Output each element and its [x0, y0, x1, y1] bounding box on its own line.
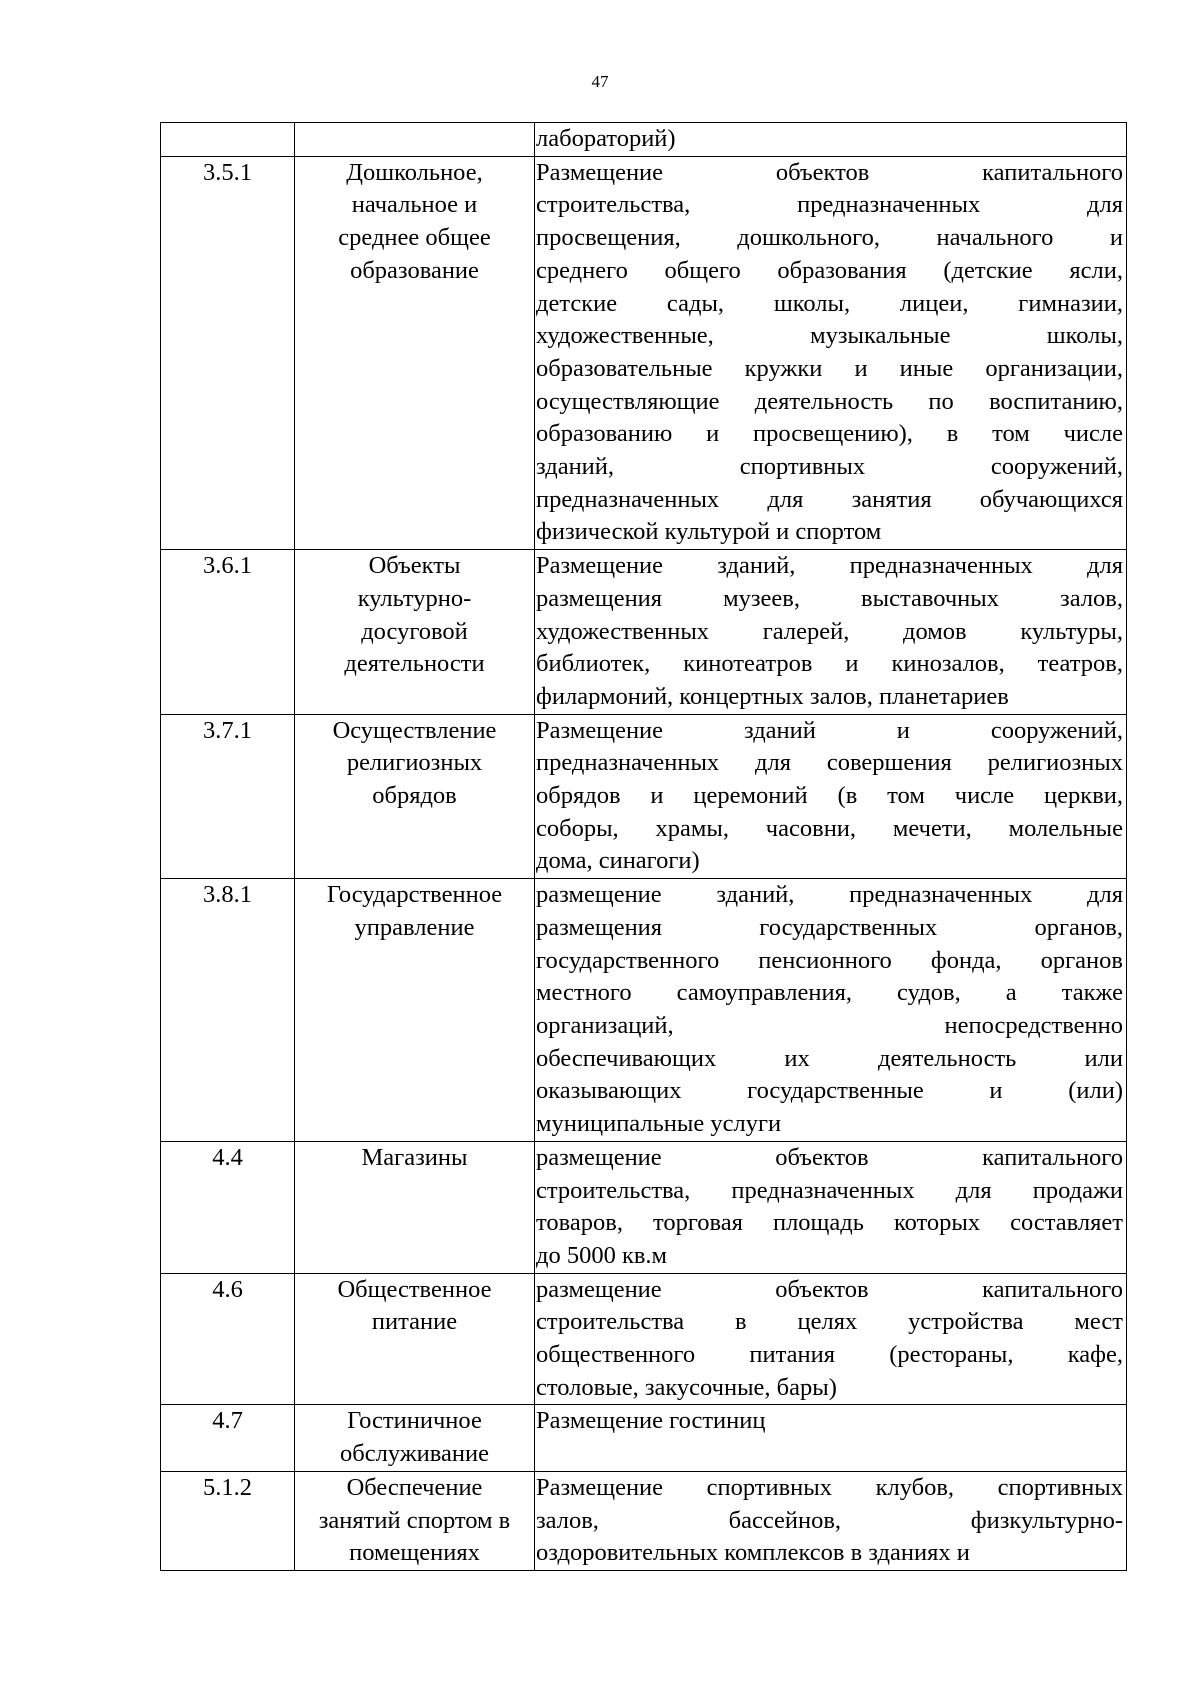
name-line: Общественное — [337, 1275, 492, 1303]
name-cell — [295, 550, 535, 715]
description-line: товаров, торговая площадь которых составляет — [536, 1209, 1123, 1237]
description-line: художественных галерей, домов культуры, — [536, 617, 1123, 645]
name-line: управление — [354, 913, 475, 941]
description-line: обеспечивающих их деятельность или — [536, 1044, 1123, 1072]
code-text: 3.5.1 — [203, 158, 252, 186]
name-line: обрядов — [372, 782, 457, 810]
name-line: Государственное — [326, 881, 503, 909]
table-row — [161, 1405, 1127, 1471]
code-cell — [161, 714, 295, 879]
code-text: 3.7.1 — [203, 716, 252, 744]
name-cell — [295, 1405, 535, 1471]
table-row — [161, 714, 1127, 879]
name-line: Осуществление — [332, 716, 497, 744]
description-cell — [535, 879, 1127, 1142]
table-row — [161, 550, 1127, 715]
table-row — [161, 1471, 1127, 1570]
page-number: 47 — [591, 72, 609, 91]
name-line: обслуживание — [340, 1440, 489, 1468]
code-text: 3.8.1 — [203, 881, 252, 909]
description-cell — [535, 123, 1127, 157]
description-line: размещение объектов капитального — [536, 1143, 1123, 1171]
name-line: Объекты — [368, 552, 461, 580]
description-cell — [535, 156, 1127, 549]
description-line: лабораторий) — [536, 125, 676, 152]
description-line: физической культурой и спортом — [536, 518, 882, 546]
code-cell — [161, 1141, 295, 1273]
description-line: столовые, закусочные, бары) — [536, 1373, 837, 1401]
description-line: оказывающих государственные и (или) — [536, 1077, 1123, 1105]
table-row — [161, 123, 1127, 157]
description-cell — [535, 1273, 1127, 1405]
code-cell — [161, 156, 295, 549]
description-line: строительства, предназначенных для — [536, 191, 1123, 219]
description-line: просвещения, дошкольного, начального и — [536, 224, 1123, 252]
description-line: местного самоуправления, судов, а также — [536, 979, 1123, 1007]
table-row — [161, 1141, 1127, 1273]
code-text: 4.6 — [212, 1275, 243, 1303]
name-line: питание — [371, 1308, 458, 1336]
description-line: образовательные кружки и иные организации, — [536, 354, 1123, 382]
description-line: размещение зданий, предназначенных для — [536, 881, 1123, 909]
description-line: залов, бассейнов, физкультурно- — [536, 1506, 1123, 1534]
description-line: организаций, непосредственно — [536, 1011, 1123, 1039]
table-row — [161, 156, 1127, 549]
description-line: дома, синагоги) — [536, 847, 700, 875]
description-line: образованию и просвещению), в том числе — [536, 420, 1123, 448]
description-line: предназначенных для совершения религиозных — [536, 749, 1123, 777]
name-line: Магазины — [361, 1143, 468, 1171]
code-cell — [161, 123, 295, 157]
name-cell — [295, 1471, 535, 1570]
description-cell — [535, 714, 1127, 879]
name-line: деятельности — [344, 650, 485, 678]
code-cell — [161, 550, 295, 715]
description-line: общественного питания (рестораны, кафе, — [536, 1341, 1123, 1369]
code-text: 4.7 — [212, 1407, 243, 1435]
name-cell — [295, 714, 535, 879]
name-line: Гостиничное — [347, 1407, 482, 1435]
name-cell — [295, 123, 535, 157]
name-line: Обеспечение — [346, 1473, 483, 1501]
name-line: начальное и — [351, 191, 478, 219]
description-line: библиотек, кинотеатров и кинозалов, театров, — [536, 650, 1123, 678]
code-text: 4.4 — [212, 1143, 243, 1171]
description-line: детские сады, школы, лицеи, гимназии, — [536, 289, 1123, 317]
description-cell — [535, 1405, 1127, 1471]
description-line: Размещение гостиниц — [536, 1407, 766, 1435]
name-cell — [295, 879, 535, 1142]
description-line: Размещение зданий, предназначенных для — [536, 552, 1123, 580]
description-line: муниципальные услуги — [536, 1110, 782, 1138]
description-line: размещения музеев, выставочных залов, — [536, 584, 1123, 612]
code-cell — [161, 1405, 295, 1471]
name-cell — [295, 156, 535, 549]
land-use-table — [160, 122, 1127, 1571]
description-cell — [535, 1471, 1127, 1570]
description-line: предназначенных для занятия обучающихся — [536, 485, 1123, 513]
name-line: среднее общее — [338, 224, 491, 252]
name-line: досуговой — [361, 617, 468, 645]
name-line: Дошкольное, — [346, 158, 483, 186]
name-cell — [295, 1141, 535, 1273]
code-cell — [161, 1471, 295, 1570]
description-line: среднего общего образования (детские ясли, — [536, 256, 1123, 284]
description-cell — [535, 550, 1127, 715]
description-line: обрядов и церемоний (в том числе церкви, — [536, 782, 1123, 810]
name-cell — [295, 1273, 535, 1405]
table-row — [161, 1273, 1127, 1405]
code-cell — [161, 1273, 295, 1405]
description-line: осуществляющие деятельность по воспитанию, — [536, 387, 1123, 415]
code-text: 3.6.1 — [203, 552, 252, 580]
description-line: строительства, предназначенных для продажи — [536, 1176, 1123, 1204]
description-line: художественные, музыкальные школы, — [536, 322, 1123, 350]
description-line: размещения государственных органов, — [536, 913, 1123, 941]
name-line: образование — [350, 256, 479, 284]
description-cell — [535, 1141, 1127, 1273]
description-line: зданий, спортивных сооружений, — [536, 453, 1123, 481]
description-line: государственного пенсионного фонда, органов — [536, 946, 1123, 974]
name-line: религиозных — [346, 749, 483, 777]
description-line: размещение объектов капитального — [536, 1275, 1123, 1303]
description-line: до 5000 кв.м — [536, 1241, 668, 1269]
description-line: соборы, храмы, часовни, мечети, молельные — [536, 814, 1123, 842]
table-body — [161, 123, 1127, 1571]
description-line: Размещение спортивных клубов, спортивных — [536, 1473, 1123, 1501]
description-line: оздоровительных комплексов в зданиях и — [536, 1539, 970, 1567]
description-line: Размещение объектов капитального — [536, 158, 1123, 186]
code-text: 5.1.2 — [203, 1473, 252, 1501]
description-line: филармоний, концертных залов, планетариев — [536, 682, 1009, 710]
description-line: строительства в целях устройства мест — [536, 1308, 1123, 1336]
name-line: помещениях — [349, 1539, 480, 1567]
name-line: занятий спортом в — [318, 1506, 511, 1534]
description-line: Размещение зданий и сооружений, — [536, 716, 1123, 744]
name-line: культурно- — [357, 584, 472, 612]
table-row — [161, 879, 1127, 1142]
code-cell — [161, 879, 295, 1142]
